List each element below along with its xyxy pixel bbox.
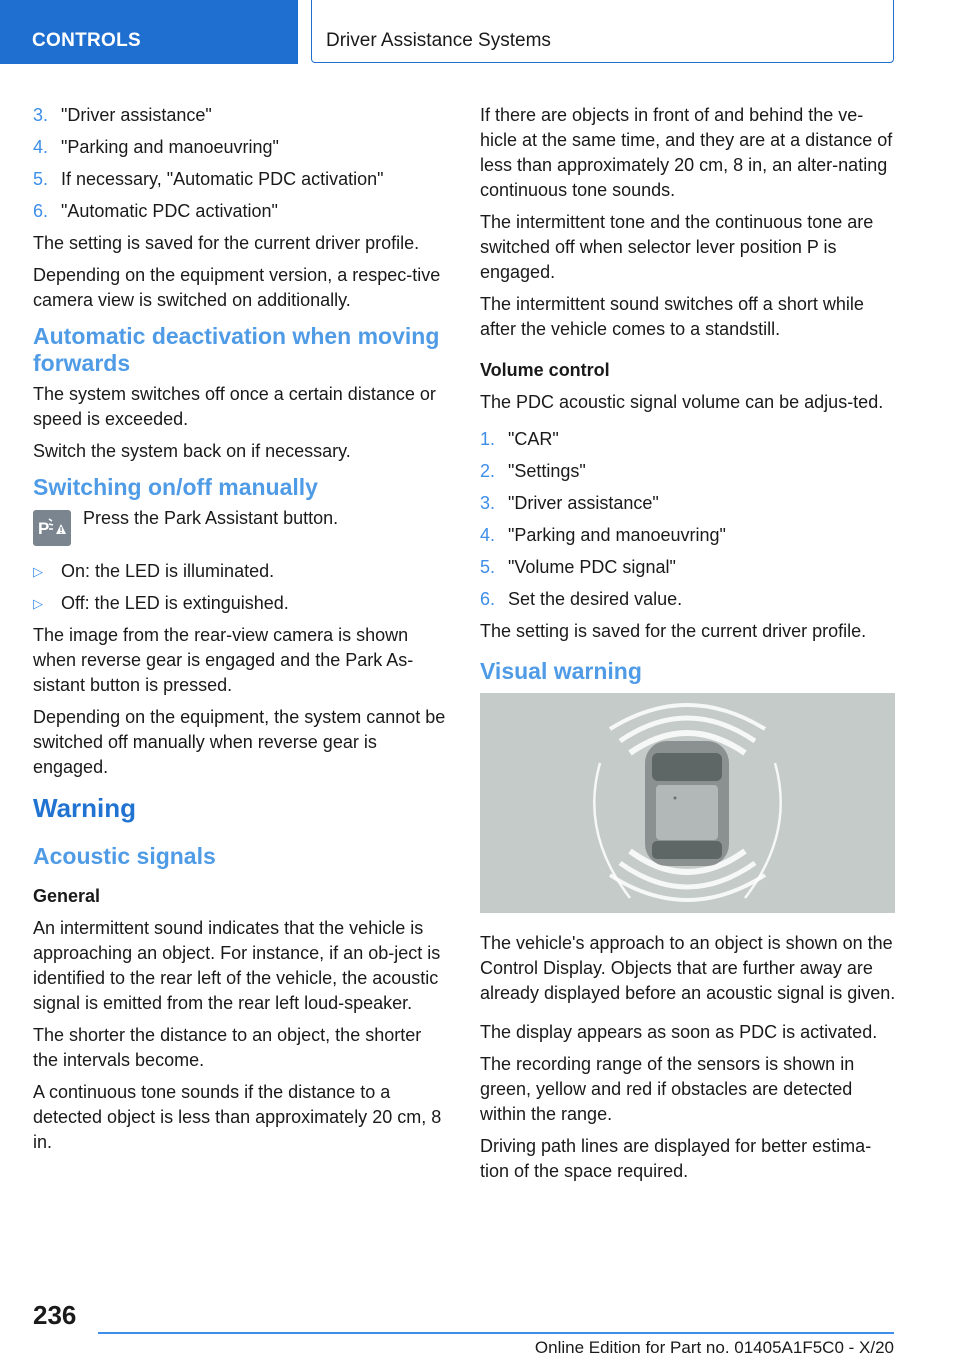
button-text: Press the Park Assistant button. <box>83 508 339 528</box>
list-item: ▷ Off: the LED is extinguished. <box>33 593 289 613</box>
left-column <box>33 103 449 1162</box>
heading-volume: Volume control <box>480 360 610 380</box>
paragraph: Depending on the equipment version, a respec-tive camera view is switched on additionally. <box>33 265 441 310</box>
paragraph: The intermittent sound switches off a short while after the vehicle comes to a standstill. <box>480 294 864 339</box>
paragraph: The setting is saved for the current driver profile. <box>480 621 867 641</box>
paragraph: If there are objects in front of and behind the ve-hicle at the same time, and they are at a distance of less than approximately 20 cm, 8 in, an alter-nating continuous tone sounds. <box>480 105 893 200</box>
paragraph: The recording range of the sensors is shown in green, yellow and red if obstacles are detected within the range. <box>480 1054 855 1124</box>
page-number: 236 <box>33 1300 77 1330</box>
list-item: 6. "Automatic PDC activation" <box>33 201 278 221</box>
paragraph: The system switches off once a certain distance or speed is exceeded. <box>33 384 436 429</box>
chapter-title: Driver Assistance Systems <box>326 30 551 51</box>
paragraph: The PDC acoustic signal volume can be adjus-ted. <box>480 392 884 412</box>
paragraph: An intermittent sound indicates that the vehicle is approaching an object. For instance, if an ob-ject is identified to the rear left of the vehicle, the acoustic signal is emitted from the rear left loud-speaker. <box>33 918 441 1013</box>
paragraph: The intermittent tone and the continuous tone are switched off when selector lever position P is engaged. <box>480 212 874 282</box>
list-item: 5. "Volume PDC signal" <box>480 557 676 577</box>
heading-warning: Warning <box>33 793 137 823</box>
paragraph: The display appears as soon as PDC is activated. <box>480 1022 878 1042</box>
section-tab <box>0 0 298 64</box>
paragraph: The shorter the distance to an object, the shorter the intervals become. <box>33 1025 422 1070</box>
pdc-display-illustration <box>480 693 895 913</box>
list-item: 2. "Settings" <box>480 461 586 481</box>
list-item: 3. "Driver assistance" <box>480 493 659 513</box>
list-item: 6. Set the desired value. <box>480 589 683 609</box>
right-column <box>480 103 896 1191</box>
section-label: CONTROLS <box>32 30 142 51</box>
list-item: 4. "Parking and manoeuvring" <box>33 137 279 157</box>
paragraph: Driving path lines are displayed for better estima-tion of the space required. <box>480 1136 872 1181</box>
button-instruction <box>33 506 449 546</box>
paragraph: A continuous tone sounds if the distance to a detected object is less than approximately 20 cm, 8 in. <box>33 1082 442 1152</box>
heading-visual-warning: Visual warning <box>480 658 642 684</box>
list-item: 1. "CAR" <box>480 429 559 449</box>
paragraph: The setting is saved for the current driver profile. <box>33 233 420 253</box>
paragraph: The vehicle's approach to an object is shown on the Control Display. Objects that are further away are already displayed before an acoustic signal is given. <box>480 933 896 1003</box>
footer-edition: Online Edition for Part no. 01405A1F5C0 - X/20 <box>534 1338 894 1357</box>
svg-text:P: P <box>38 519 50 538</box>
list-item: 3. "Driver assistance" <box>33 105 212 125</box>
list-item: 4. "Parking and manoeuvring" <box>480 525 726 545</box>
heading-general: General <box>33 886 101 906</box>
heading-auto-deactivation: Automatic deactivation when moving forwards <box>33 323 440 376</box>
paragraph: The image from the rear-view camera is shown when reverse gear is engaged and the Park As-sistant button is pressed. <box>33 625 414 695</box>
heading-manual-switch: Switching on/off manually <box>33 474 318 500</box>
paragraph: Depending on the equipment, the system cannot be switched off manually when reverse gear is engaged. <box>33 707 446 777</box>
chapter-tab <box>311 0 894 63</box>
footer-divider <box>98 1332 894 1334</box>
list-item: 5. If necessary, "Automatic PDC activation" <box>33 169 384 189</box>
paragraph: Switch the system back on if necessary. <box>33 441 351 461</box>
park-assistant-button-icon <box>33 510 71 546</box>
heading-acoustic: Acoustic signals <box>33 843 216 869</box>
list-item: ▷ On: the LED is illuminated. <box>33 561 275 581</box>
